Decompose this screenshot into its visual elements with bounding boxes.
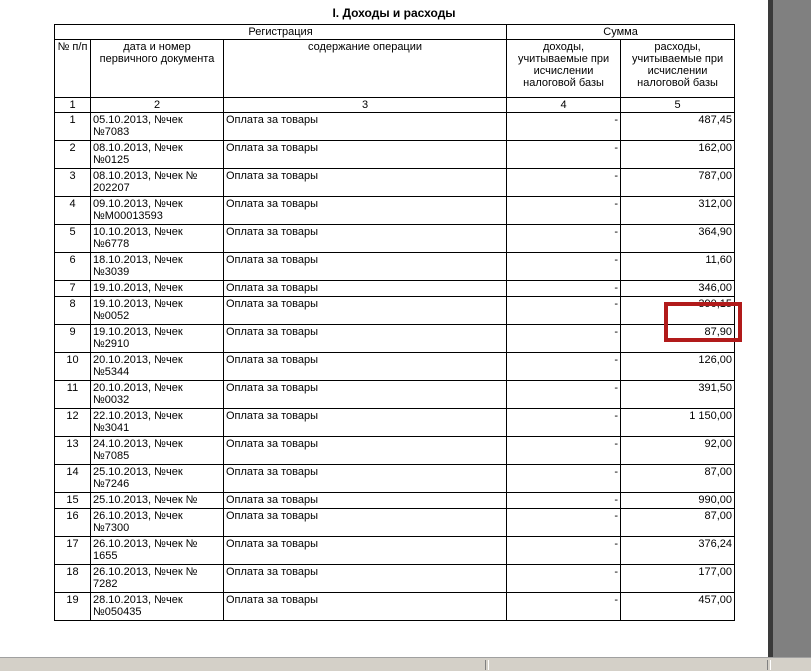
- row-number: 9: [55, 325, 91, 353]
- row-expense: 990,00: [621, 493, 735, 509]
- row-income: -: [507, 537, 621, 565]
- row-expense: 87,90: [621, 325, 735, 353]
- row-expense: 1 150,00: [621, 409, 735, 437]
- header-registration: Регистрация: [55, 25, 507, 40]
- row-document: 24.10.2013, №чек №7085: [91, 437, 224, 465]
- row-income: -: [507, 565, 621, 593]
- table-row: [55, 141, 735, 169]
- row-number: 16: [55, 509, 91, 537]
- row-document: 20.10.2013, №чек №5344: [91, 353, 224, 381]
- row-income: -: [507, 225, 621, 253]
- row-income: -: [507, 409, 621, 437]
- row-operation: Оплата за товары: [224, 169, 507, 197]
- row-document: 26.10.2013, №чек № 1655: [91, 537, 224, 565]
- row-income: -: [507, 253, 621, 281]
- row-document: 18.10.2013, №чек №3039: [91, 253, 224, 281]
- row-income: -: [507, 493, 621, 509]
- row-number: 6: [55, 253, 91, 281]
- row-number: 10: [55, 353, 91, 381]
- row-number: 2: [55, 141, 91, 169]
- row-document: 05.10.2013, №чек №7083: [91, 113, 224, 141]
- row-operation: Оплата за товары: [224, 593, 507, 621]
- table-body: [55, 113, 735, 621]
- table-row: [55, 113, 735, 141]
- row-operation: Оплата за товары: [224, 197, 507, 225]
- income-expense-table: [54, 24, 735, 621]
- row-document: 22.10.2013, №чек №3041: [91, 409, 224, 437]
- row-number: 4: [55, 197, 91, 225]
- row-number: 8: [55, 297, 91, 325]
- table-row: [55, 381, 735, 409]
- col-number: 3: [224, 98, 507, 113]
- row-income: -: [507, 381, 621, 409]
- header-date-doc: дата и номер первичного документа: [91, 40, 224, 98]
- row-expense: 787,00: [621, 169, 735, 197]
- row-number: 14: [55, 465, 91, 493]
- table-row: [55, 565, 735, 593]
- row-income: -: [507, 353, 621, 381]
- row-expense: 487,45: [621, 113, 735, 141]
- row-expense: 87,00: [621, 509, 735, 537]
- row-expense: 346,00: [621, 281, 735, 297]
- header-sum: Сумма: [507, 25, 735, 40]
- row-number: 13: [55, 437, 91, 465]
- row-number: 11: [55, 381, 91, 409]
- row-number: 18: [55, 565, 91, 593]
- row-document: 25.10.2013, №чек №: [91, 493, 224, 509]
- table-row: [55, 225, 735, 253]
- row-expense: 92,00: [621, 437, 735, 465]
- row-income: -: [507, 325, 621, 353]
- row-document: 28.10.2013, №чек №050435: [91, 593, 224, 621]
- row-expense: 87,00: [621, 465, 735, 493]
- col-number: 4: [507, 98, 621, 113]
- header-income: доходы, учитываемые при исчислении налоговой базы: [507, 40, 621, 98]
- row-operation: Оплата за товары: [224, 141, 507, 169]
- row-number: 5: [55, 225, 91, 253]
- row-income: -: [507, 509, 621, 537]
- row-document: 19.10.2013, №чек №2910: [91, 325, 224, 353]
- header-content: содержание операции: [224, 40, 507, 98]
- table-row: [55, 509, 735, 537]
- row-income: -: [507, 297, 621, 325]
- row-number: 1: [55, 113, 91, 141]
- table-row: [55, 169, 735, 197]
- row-document: 19.10.2013, №чек: [91, 281, 224, 297]
- row-operation: Оплата за товары: [224, 281, 507, 297]
- row-document: 26.10.2013, №чек №7300: [91, 509, 224, 537]
- row-number: 15: [55, 493, 91, 509]
- table-row: [55, 297, 735, 325]
- row-number: 19: [55, 593, 91, 621]
- col-number: 1: [55, 98, 91, 113]
- page-title: I. Доходы и расходы: [332, 6, 456, 20]
- row-expense: 457,00: [621, 593, 735, 621]
- row-operation: Оплата за товары: [224, 253, 507, 281]
- row-operation: Оплата за товары: [224, 297, 507, 325]
- row-number: 3: [55, 169, 91, 197]
- row-expense: 126,00: [621, 353, 735, 381]
- row-income: -: [507, 197, 621, 225]
- row-expense: 391,50: [621, 381, 735, 409]
- status-bar: [0, 657, 811, 671]
- row-document: 10.10.2013, №чек №6778: [91, 225, 224, 253]
- row-operation: Оплата за товары: [224, 465, 507, 493]
- col-number: 5: [621, 98, 735, 113]
- row-document: 09.10.2013, №чек №М00013593: [91, 197, 224, 225]
- col-number: 2: [91, 98, 224, 113]
- table-row: [55, 437, 735, 465]
- row-income: -: [507, 281, 621, 297]
- row-income: -: [507, 437, 621, 465]
- row-number: 17: [55, 537, 91, 565]
- row-expense: 177,00: [621, 565, 735, 593]
- row-expense: 376,24: [621, 537, 735, 565]
- row-income: -: [507, 465, 621, 493]
- row-document: 19.10.2013, №чек №0052: [91, 297, 224, 325]
- table-row: [55, 253, 735, 281]
- row-operation: Оплата за товары: [224, 509, 507, 537]
- row-expense: 312,00: [621, 197, 735, 225]
- row-operation: Оплата за товары: [224, 353, 507, 381]
- row-document: 08.10.2013, №чек №0125: [91, 141, 224, 169]
- row-expense: 364,90: [621, 225, 735, 253]
- row-document: 25.10.2013, №чек №7246: [91, 465, 224, 493]
- table-row: [55, 325, 735, 353]
- row-operation: Оплата за товары: [224, 565, 507, 593]
- row-income: -: [507, 141, 621, 169]
- highlight-box: [664, 302, 742, 342]
- header-expense: расходы, учитываемые при исчислении налоговой базы: [621, 40, 735, 98]
- table-row: [55, 281, 735, 297]
- row-operation: Оплата за товары: [224, 537, 507, 565]
- table-row: [55, 197, 735, 225]
- row-expense: 390,15: [621, 297, 735, 325]
- row-operation: Оплата за товары: [224, 225, 507, 253]
- table-row: [55, 537, 735, 565]
- row-income: -: [507, 169, 621, 197]
- row-document: 20.10.2013, №чек №0032: [91, 381, 224, 409]
- row-expense: 162,00: [621, 141, 735, 169]
- table-row: [55, 353, 735, 381]
- row-document: 26.10.2013, №чек № 7282: [91, 565, 224, 593]
- row-operation: Оплата за товары: [224, 325, 507, 353]
- header-num: № п/п: [55, 40, 91, 98]
- table-row: [55, 409, 735, 437]
- row-operation: Оплата за товары: [224, 493, 507, 509]
- table-row: [55, 493, 735, 509]
- row-number: 7: [55, 281, 91, 297]
- row-document: 08.10.2013, №чек № 202207: [91, 169, 224, 197]
- viewer-background: [773, 0, 811, 660]
- table-row: [55, 465, 735, 493]
- row-operation: Оплата за товары: [224, 409, 507, 437]
- row-operation: Оплата за товары: [224, 381, 507, 409]
- row-number: 12: [55, 409, 91, 437]
- row-income: -: [507, 113, 621, 141]
- row-expense: 11,60: [621, 253, 735, 281]
- row-income: -: [507, 593, 621, 621]
- row-operation: Оплата за товары: [224, 113, 507, 141]
- status-separator: [485, 660, 489, 670]
- table-row: [55, 593, 735, 621]
- row-operation: Оплата за товары: [224, 437, 507, 465]
- status-separator: [767, 660, 771, 670]
